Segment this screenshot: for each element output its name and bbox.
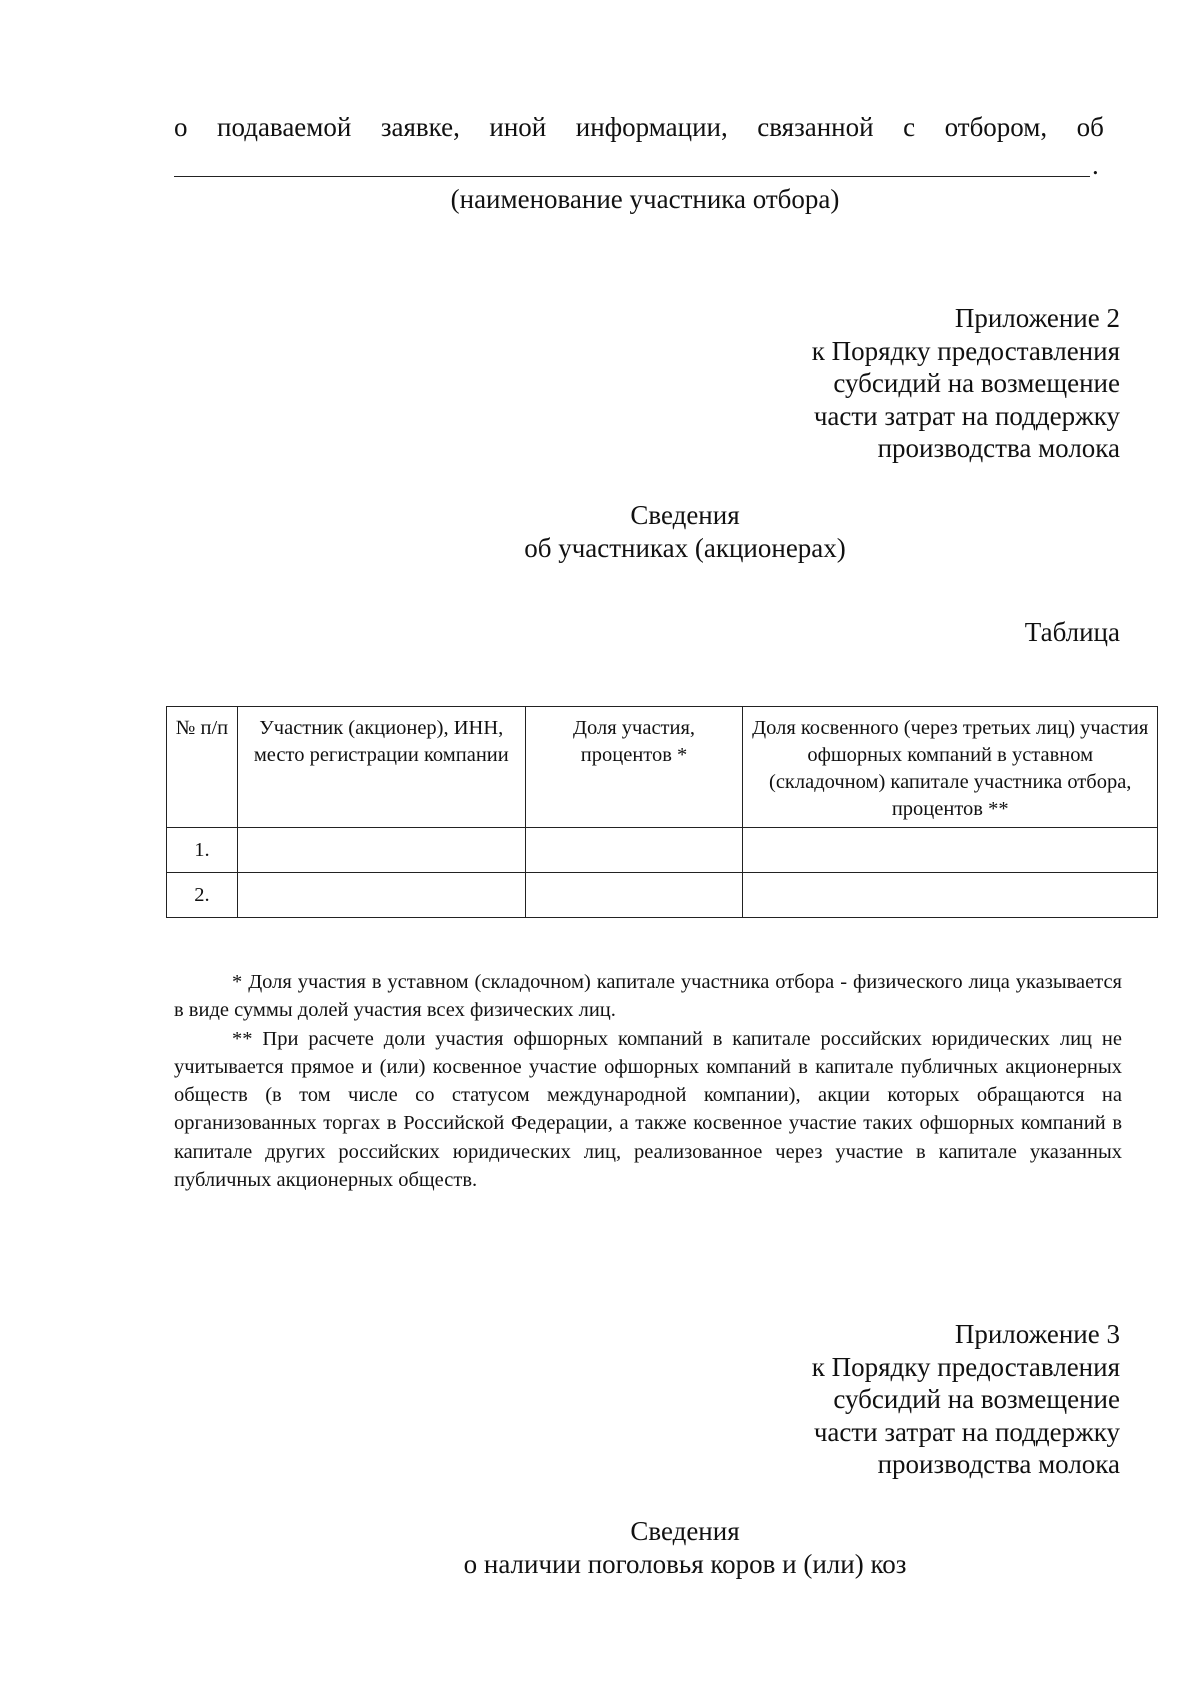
participant-name-blank-line [174, 176, 1090, 177]
appendix-2-line: Приложение 2 [954, 303, 1120, 333]
section-2-title: Сведения [630, 500, 740, 530]
header-participant: Участник (акционер), ИНН, место регистрации компании [237, 707, 525, 828]
appendix-3-line: Приложение 3 [954, 1319, 1120, 1349]
intro-word: подаваемой [217, 112, 352, 142]
appendix-3-line: субсидий на возмещение [833, 1384, 1120, 1414]
footnote-1: * Доля участия в уставном (складочном) капитале участника отбора - физического лица указывается в виде суммы долей участия всех физических лиц. [174, 971, 1122, 1022]
shareholders-table [166, 706, 1158, 918]
intro-word: с [903, 112, 916, 142]
intro-word: об [1076, 112, 1104, 142]
table-label: Таблица [1024, 617, 1120, 647]
section-3-subtitle: о наличии поголовья коров и (или) коз [463, 1549, 907, 1579]
footnote-2: ** При расчете доли участия офшорных компаний в капитале российских юридических лиц не учитывается прямое и (или) косвенное участие офшорных компаний в капитале публичных акционерных обществ (в том числе со статусом международной компании), акции которых обращаются на организованных торгах в Российской Федерации, а также косвенное участие таких офшорных компаний в капитале других российских юридических лиц, реализованное через участие в капитале указанных публичных акционерных обществ. [174, 1027, 1122, 1192]
blank-line-period: . [1092, 150, 1099, 180]
appendix-2-line: производства молока [877, 433, 1120, 463]
row-number: 1. [167, 828, 238, 873]
offshore-share-cell [743, 873, 1158, 918]
participant-cell [237, 873, 525, 918]
row-number: 2. [167, 873, 238, 918]
section-2-subtitle: об участниках (акционерах) [524, 533, 846, 563]
intro-word: иной [489, 112, 547, 142]
offshore-share-cell [743, 828, 1158, 873]
appendix-2-header [812, 302, 1120, 465]
section-3-title-block [0, 1515, 1200, 1581]
table-row [167, 873, 1158, 918]
intro-word: отбором, [944, 112, 1048, 142]
header-share: Доля участия, процентов * [525, 707, 743, 828]
section-2-title-block [0, 499, 1200, 565]
participant-cell [237, 828, 525, 873]
table-header-row [167, 707, 1158, 828]
table-row [167, 828, 1158, 873]
intro-word: о [174, 112, 188, 142]
share-cell [525, 828, 743, 873]
header-number: № п/п [167, 707, 238, 828]
appendix-2-line: части затрат на поддержку [813, 400, 1120, 431]
intro-word: информации, [575, 112, 728, 142]
share-cell [525, 873, 743, 918]
appendix-3-line: к Порядку предоставления [811, 1351, 1120, 1382]
appendix-2-line: к Порядку предоставления [811, 335, 1120, 366]
footnotes [174, 968, 1122, 1194]
appendix-3-line: части затрат на поддержку [813, 1416, 1120, 1447]
section-3-title: Сведения [630, 1516, 740, 1546]
participant-name-caption: (наименование участника отбора) [450, 184, 840, 214]
appendix-3-header [812, 1318, 1120, 1481]
intro-word: заявке, [380, 112, 460, 142]
header-offshore-share: Доля косвенного (через третьих лиц) участия офшорных компаний в уставном (складочном) капитале участника отбора, процентов ** [743, 707, 1158, 828]
appendix-3-line: производства молока [877, 1449, 1120, 1479]
intro-line [174, 112, 1104, 143]
intro-word: связанной [757, 112, 874, 142]
appendix-2-line: субсидий на возмещение [833, 368, 1120, 398]
